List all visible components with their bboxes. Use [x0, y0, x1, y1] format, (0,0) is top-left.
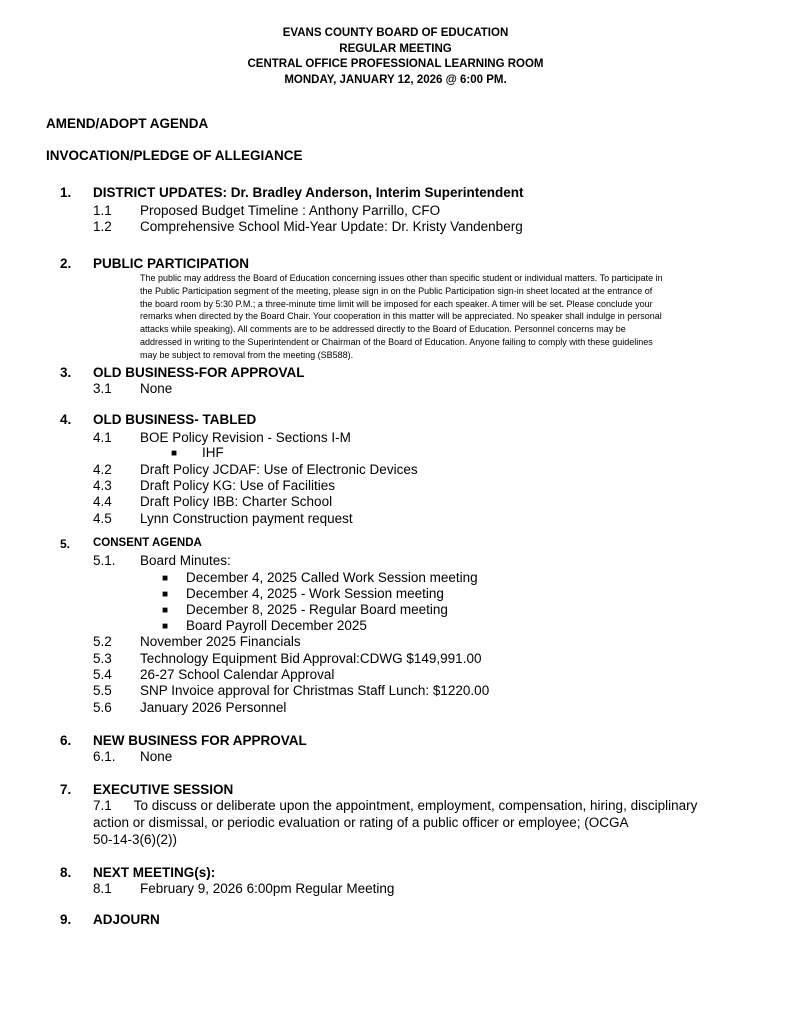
amend-adopt-agenda: AMEND/ADOPT AGENDA [46, 116, 209, 131]
pp-line-2: the Public Participation segment of the meeting, please sign in on the Public Participation sign-in sheet located at the entrance of [140, 285, 653, 296]
item-3-1-text: None [140, 381, 173, 396]
section-5-title: CONSENT AGENDA [93, 537, 202, 549]
pp-line-5: attacks while speaking). All comments are to be addressed directly to the Board of Education. Personnel concerns may be [140, 324, 626, 335]
item-4-1-sub: IHF [202, 445, 224, 460]
document-header [0, 26, 791, 88]
item-5-2-text: November 2025 Financials [140, 634, 301, 649]
item-5-1-number: 5.1. [93, 553, 116, 568]
header-line-2: REGULAR MEETING [339, 42, 452, 55]
item-5-5-number: 5.5 [93, 683, 112, 698]
section-3-title: OLD BUSINESS-FOR APPROVAL [93, 365, 305, 380]
section-8-title: NEXT MEETING(s): [93, 865, 216, 880]
item-5-3-text: Technology Equipment Bid Approval:CDWG $149,991.00 [140, 651, 482, 666]
item-5-4-number: 5.4 [93, 667, 112, 682]
item-1-1-text: Proposed Budget Timeline : Anthony Parrillo, CFO [140, 203, 441, 218]
pp-line-4: remarks when directed by the Board Chair. Your cooperation in this matter will be appreciated. No speaker shall indulge in personal [140, 311, 662, 322]
bullet-icon: ■ [162, 621, 169, 632]
item-1-2-number: 1.2 [93, 219, 112, 234]
header-line-1: EVANS COUNTY BOARD OF EDUCATION [282, 27, 509, 39]
section-2-title: PUBLIC PARTICIPATION [93, 256, 249, 271]
item-8-1-number: 8.1 [93, 881, 112, 896]
section-1-title: DISTRICT UPDATES: Dr. Bradley Anderson, Interim Superintendent [93, 185, 524, 200]
minutes-item-2: December 4, 2025 - Work Session meeting [186, 586, 444, 601]
section-4-number: 4. [60, 412, 72, 427]
item-5-4-text: 26-27 School Calendar Approval [140, 667, 335, 682]
item-6-1-text: None [140, 749, 173, 764]
item-5-5-text: SNP Invoice approval for Christmas Staff Lunch: $1220.00 [140, 683, 490, 698]
section-2-number: 2. [60, 256, 72, 271]
minutes-item-4: Board Payroll December 2025 [186, 618, 367, 633]
item-5-6-number: 5.6 [93, 700, 112, 715]
executive-session-text [93, 797, 743, 848]
bullet-icon: ■ [162, 605, 169, 616]
section-1-number: 1. [60, 185, 72, 200]
header-line-4: MONDAY, JANUARY 12, 2026 @ 6:00 PM. [284, 73, 507, 86]
item-3-1-number: 3.1 [93, 381, 112, 396]
item-4-4-number: 4.4 [93, 494, 112, 509]
section-7-number: 7. [60, 782, 72, 797]
exec-line-1: To discuss or deliberate upon the appointment, employment, compensation, hiring, disciplinary [133, 798, 698, 813]
pp-line-6: addressed in writing to the Superintendent or Chairman of the Board of Education. Anyone failing to comply with these guidelines [140, 336, 653, 347]
item-4-4-text: Draft Policy IBB: Charter School [140, 494, 333, 509]
bullet-icon: ■ [162, 573, 169, 584]
section-6-title: NEW BUSINESS FOR APPROVAL [93, 733, 307, 748]
pp-line-3: the board room by 5:30 P.M.; a three-minute time limit will be imposed for each speaker. A timer will be set. Please conclude your [140, 298, 653, 309]
header-line-3: CENTRAL OFFICE PROFESSIONAL LEARNING ROOM [247, 58, 544, 70]
minutes-item-1: December 4, 2025 Called Work Session meeting [186, 570, 478, 585]
item-4-3-text: Draft Policy KG: Use of Facilities [140, 478, 336, 493]
item-4-5-number: 4.5 [93, 511, 112, 526]
item-5-6-text: January 2026 Personnel [140, 700, 287, 715]
invocation-pledge: INVOCATION/PLEDGE OF ALLEGIANCE [46, 148, 303, 163]
pp-line-1: The public may address the Board of Education concerning issues other than specific student or individual matters. To participate in [140, 273, 663, 283]
bullet-icon: ■ [171, 448, 178, 459]
section-7-title: EXECUTIVE SESSION [93, 782, 234, 797]
section-5-number: 5. [60, 537, 71, 551]
section-8-number: 8. [60, 865, 72, 880]
section-3-number: 3. [60, 365, 72, 380]
exec-line-2: action or dismissal, or periodic evaluation or rating of a public officer or employee; (OCGA [93, 815, 629, 830]
item-4-3-number: 4.3 [93, 478, 112, 493]
section-6-number: 6. [60, 733, 72, 748]
item-4-1-number: 4.1 [93, 430, 112, 445]
public-participation-paragraph [140, 272, 740, 362]
item-4-2-text: Draft Policy JCDAF: Use of Electronic Devices [140, 462, 418, 477]
exec-line-3: 50-14-3(6)(2)) [93, 832, 178, 847]
pp-line-7: may be subject to removal from the meeting (SB588). [140, 349, 354, 360]
item-4-5-text: Lynn Construction payment request [140, 511, 353, 526]
item-1-1-number: 1.1 [93, 203, 112, 218]
section-4-title: OLD BUSINESS- TABLED [93, 412, 257, 427]
item-4-1-text: BOE Policy Revision - Sections I-M [140, 430, 351, 445]
item-1-2-text: Comprehensive School Mid-Year Update: Dr. Kristy Vandenberg [140, 219, 523, 234]
item-5-3-number: 5.3 [93, 651, 112, 666]
bullet-icon: ■ [162, 589, 169, 600]
item-8-1-text: February 9, 2026 6:00pm Regular Meeting [140, 881, 395, 896]
item-5-1-text: Board Minutes: [140, 553, 231, 568]
item-5-2-number: 5.2 [93, 634, 112, 649]
item-7-1-number: 7.1 [93, 798, 112, 813]
section-9-number: 9. [60, 912, 72, 927]
minutes-item-3: December 8, 2025 - Regular Board meeting [186, 602, 448, 617]
item-4-2-number: 4.2 [93, 462, 112, 477]
item-6-1-number: 6.1. [93, 749, 116, 764]
section-9-title: ADJOURN [93, 912, 160, 927]
